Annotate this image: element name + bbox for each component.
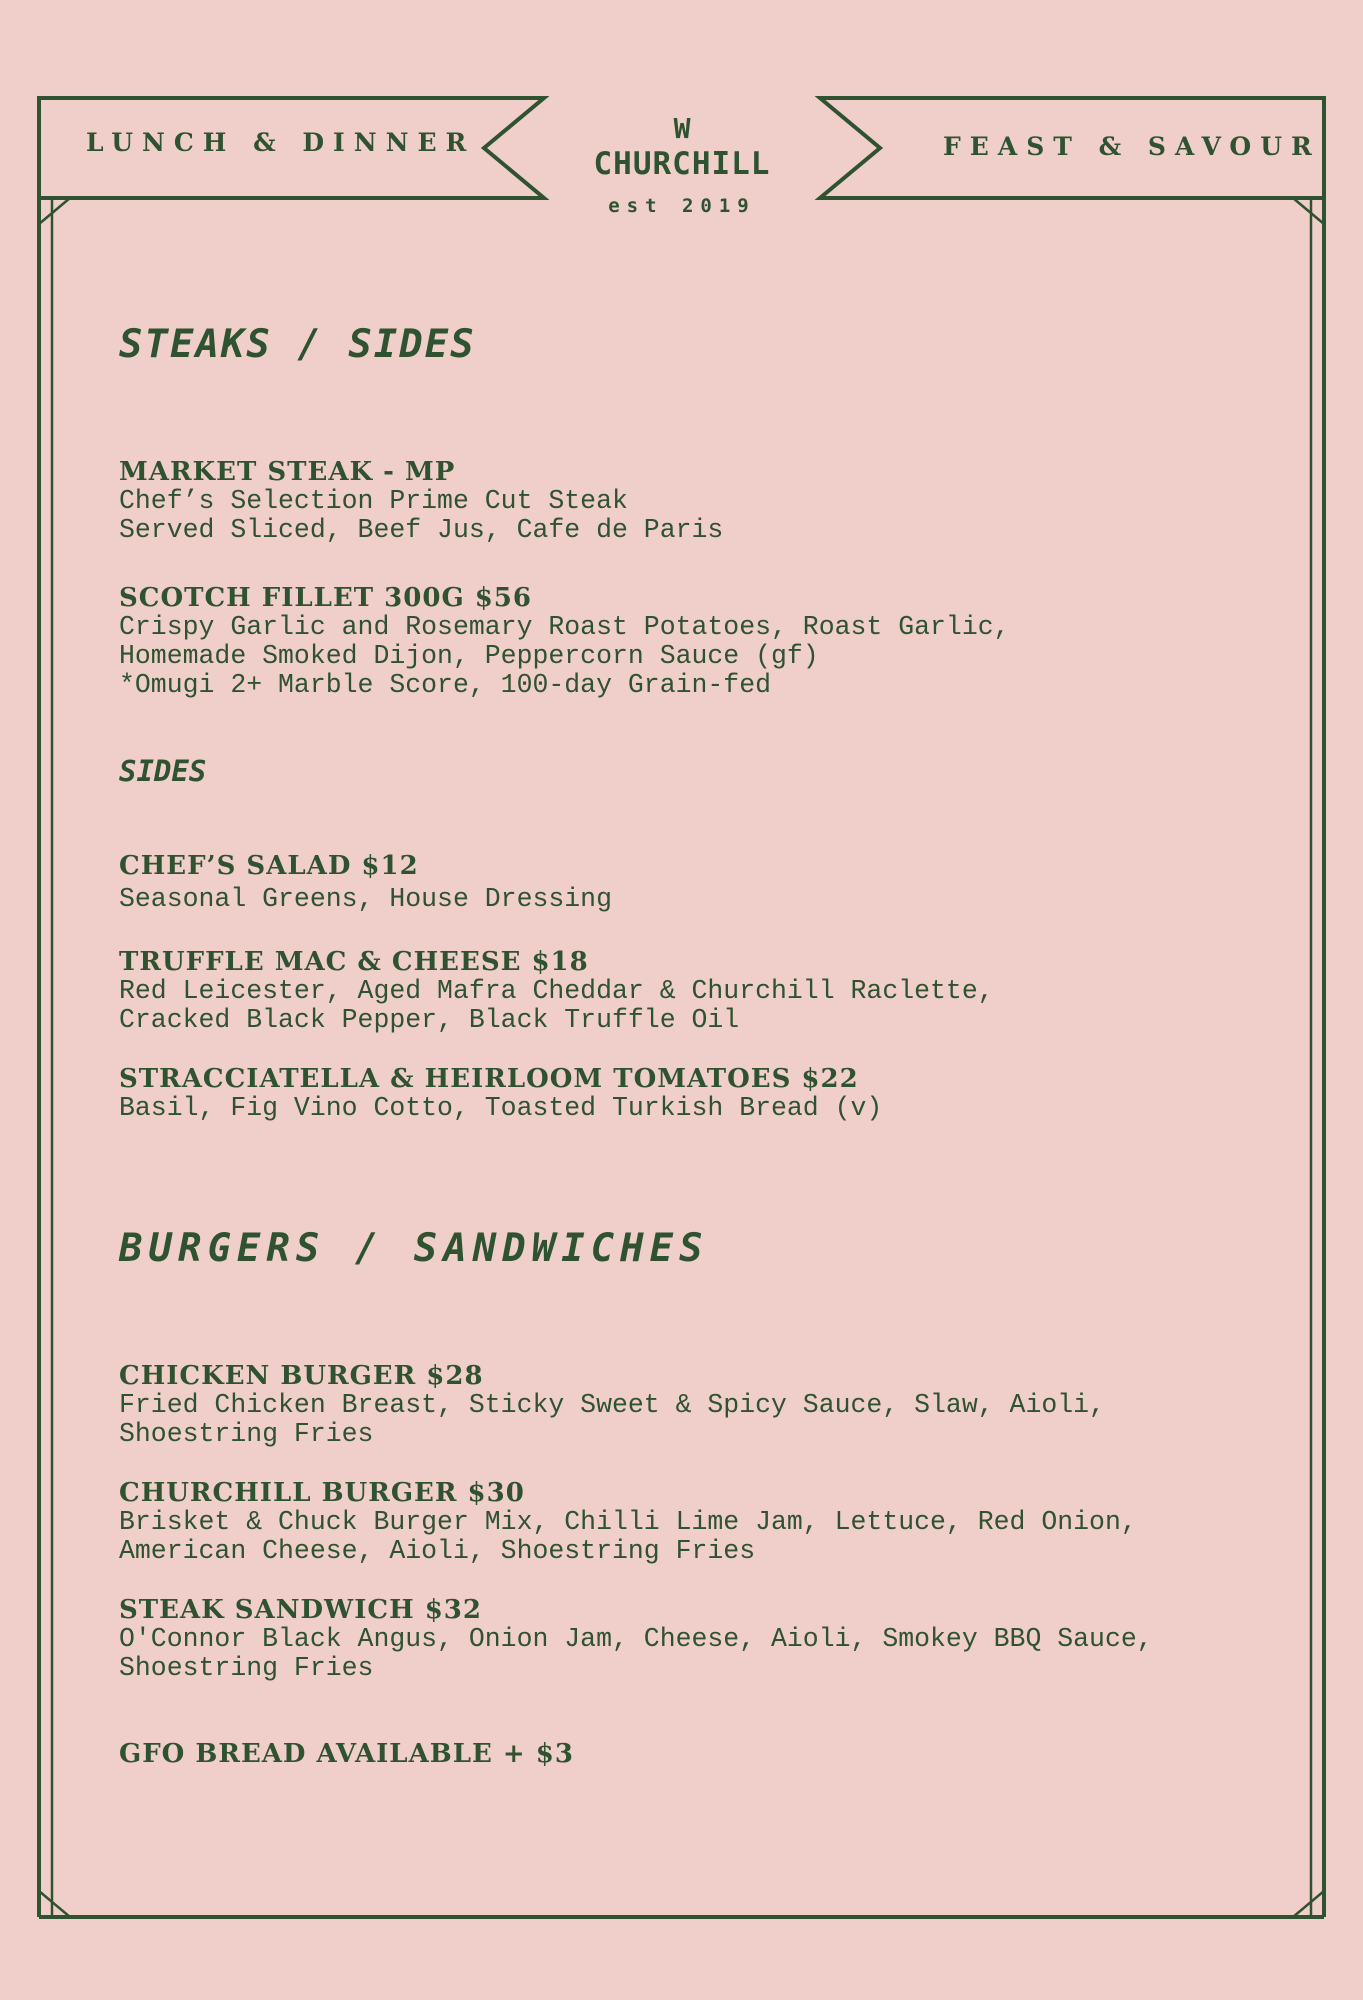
logo-established: est 2019 [608, 195, 756, 217]
item-description: Cracked Black Pepper, Black Truffle Oil [119, 1005, 740, 1035]
item-description: Fried Chicken Breast, Sticky Sweet & Spicy Sauce, Slaw, Aioli, [119, 1390, 1105, 1420]
section-title-steaks: STEAKS / SIDES [119, 322, 476, 367]
menu-item [119, 458, 723, 545]
menu-item [119, 948, 994, 1035]
item-title: STEAK SANDWICH $32 [119, 1595, 482, 1625]
item-description: Shoestring Fries [119, 1653, 374, 1683]
logo-name: CHURCHILL [593, 146, 771, 182]
menu-item [119, 1362, 1105, 1449]
item-description: Shoestring Fries [119, 1419, 374, 1449]
item-description: Chef’s Selection Prime Cut Steak [119, 486, 628, 516]
item-description: Served Sliced, Beef Jus, Cafe de Paris [119, 515, 724, 545]
item-title: CHURCHILL BURGER $30 [119, 1478, 525, 1508]
menu-item [119, 584, 1010, 700]
item-title: STRACCIATELLA & HEIRLOOM TOMATOES $22 [119, 1064, 859, 1094]
menu-item [119, 1065, 882, 1123]
item-description: Brisket & Chuck Burger Mix, Chilli Lime Jam, Lettuce, Red Onion, [119, 1507, 1137, 1537]
item-description: Crispy Garlic and Rosemary Roast Potatoes, Roast Garlic, [119, 612, 1010, 642]
section-title-burgers: BURGERS / SANDWICHES [119, 1226, 709, 1271]
footer-note: GFO BREAD AVAILABLE + $3 [119, 1739, 574, 1769]
item-description: Homemade Smoked Dijon, Peppercorn Sauce (gf) [119, 641, 819, 671]
item-title: SCOTCH FILLET 300G $56 [119, 583, 532, 613]
item-description: Basil, Fig Vino Cotto, Toasted Turkish Bread (v) [119, 1093, 883, 1123]
section-title-sides: SIDES [119, 754, 207, 788]
item-description: American Cheese, Aioli, Shoestring Fries [119, 1536, 756, 1566]
banner-left-text: LUNCH & DINNER [86, 128, 476, 157]
item-title: CHICKEN BURGER $28 [119, 1361, 484, 1391]
menu-item [119, 1479, 1137, 1566]
item-description: O'Connor Black Angus, Onion Jam, Cheese, Aioli, Smokey BBQ Sauce, [119, 1624, 1153, 1654]
item-title: MARKET STEAK - MP [119, 457, 456, 487]
item-title: CHEF’S SALAD $12 [119, 851, 419, 881]
menu-item [119, 1596, 1153, 1683]
item-description: *Omugi 2+ Marble Score, 100-day Grain-fed [119, 670, 772, 700]
logo-monogram: W [673, 112, 691, 145]
item-description: Red Leicester, Aged Mafra Cheddar & Churchill Raclette, [119, 976, 994, 1006]
item-description: Seasonal Greens, House Dressing [119, 884, 612, 914]
item-title: TRUFFLE MAC & CHEESE $18 [119, 947, 589, 977]
banner-right-text: FEAST & SAVOUR [943, 132, 1321, 161]
menu-item [119, 852, 612, 914]
